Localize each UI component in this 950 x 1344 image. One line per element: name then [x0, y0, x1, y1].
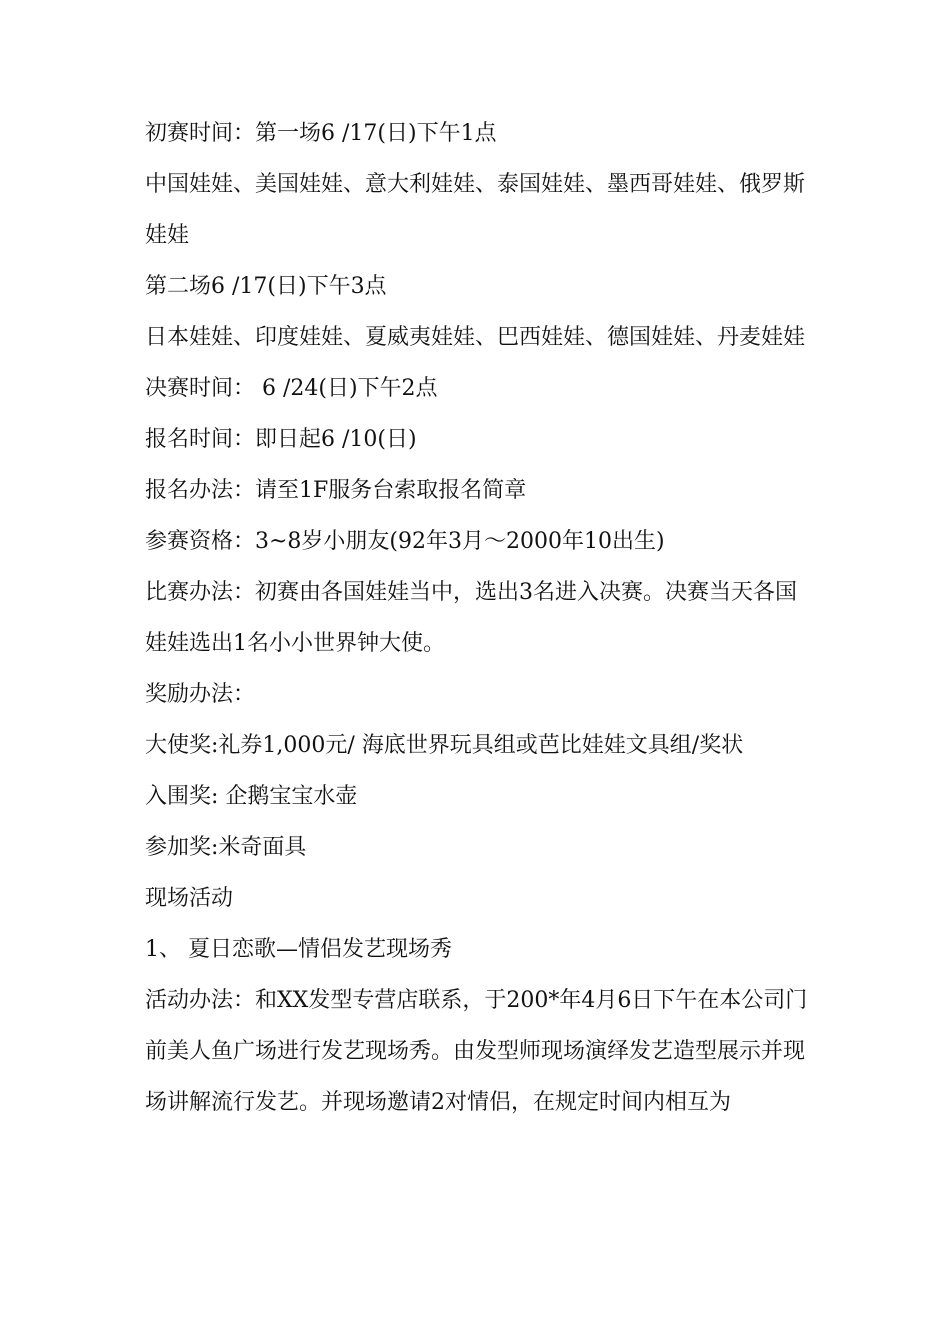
finalist-award: 入围奖: 企鹅宝宝水壶 [145, 784, 358, 809]
ambassador-award: 大使奖:礼券1,000元/ 海底世界玩具组或芭比娃娃文具组/奖状 [145, 733, 744, 758]
competition-rules: 比赛办法：初赛由各国娃娃当中，选出3名进入决赛。决赛当天各国娃娃选出1名小小世界钟大使。 [145, 580, 797, 656]
final-time: 决赛时间： 6 /24(日)下午2点 [145, 376, 438, 401]
registration-time: 报名时间：即日起6 /10(日) [145, 427, 417, 452]
preliminary-round-1-time: 初赛时间：第一场6 /17(日)下午1点 [145, 121, 497, 146]
preliminary-round-2-time: 第二场6 /17(日)下午3点 [145, 274, 387, 299]
eligibility: 参赛资格：3~8岁小朋友(92年3月～2000年10出生) [145, 529, 665, 554]
onsite-activities-heading: 现场活动 [145, 886, 234, 911]
awards-heading: 奖励办法： [145, 682, 256, 707]
registration-method: 报名办法：请至1F服务台索取报名简章 [145, 478, 527, 503]
round-2-countries: 日本娃娃、印度娃娃、夏威夷娃娃、巴西娃娃、德国娃娃、丹麦娃娃 [145, 325, 806, 350]
activity-1-title: 1、 夏日恋歌—情侣发艺现场秀 [145, 937, 452, 962]
activity-1-description: 活动办法：和XX发型专营店联系，于200*年4月6日下午在本公司门前美人鱼广场进行发艺现场秀。由发型师现场演绎发艺造型展示并现场讲解流行发艺。并现场邀请2对情侣，在规定时间内相互为 [145, 988, 808, 1115]
participation-award: 参加奖:米奇面具 [145, 835, 307, 860]
round-1-countries: 中国娃娃、美国娃娃、意大利娃娃、泰国娃娃、墨西哥娃娃、俄罗斯娃娃 [145, 172, 806, 248]
document-body [145, 108, 810, 1128]
